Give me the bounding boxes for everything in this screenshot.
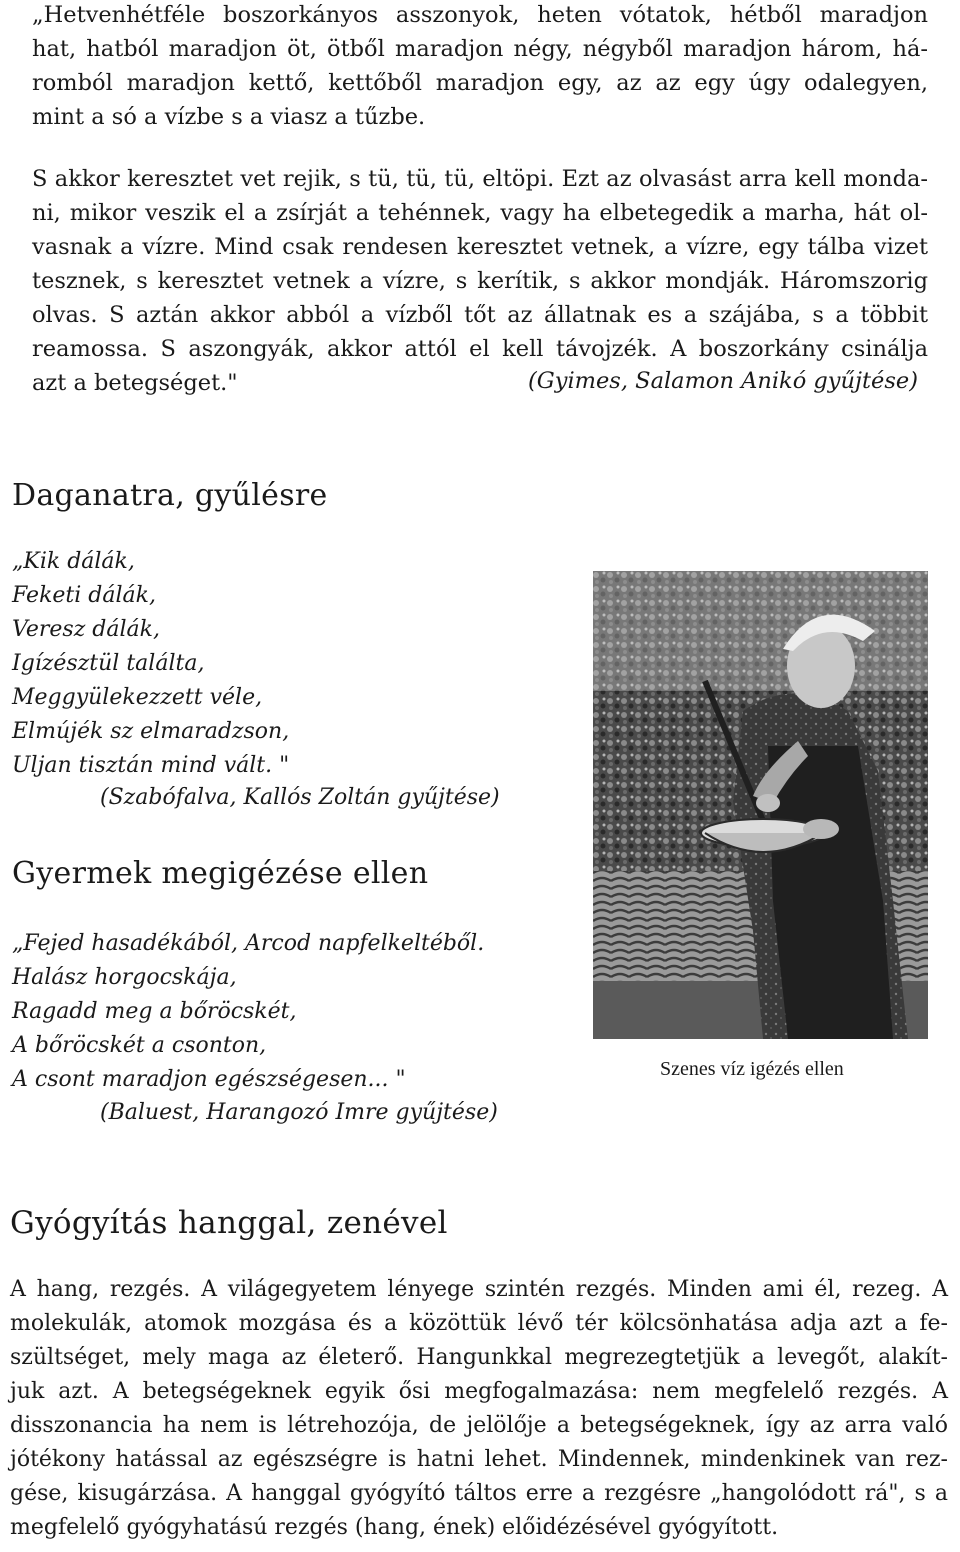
intro-line: olvas. S aztán akkor abból a vízből tőt az állatnak es a szájába, s a többit xyxy=(32,302,928,328)
verse-line: Meggyülekezzett véle, xyxy=(12,685,263,710)
verse-line: A bőröcskét a csonton, xyxy=(12,1033,267,1058)
section-title: Gyógyítás hanggal, zenével xyxy=(10,1205,448,1241)
verse-line: Uljan tisztán mind vált. " xyxy=(12,753,290,778)
intro-line: azt a betegséget." xyxy=(32,370,238,396)
verse-line: Ragadd meg a bőröcskét, xyxy=(12,999,297,1024)
intro-line: romból maradjon kettő, kettőből maradjon egy, az az egy úgy odalegyen, xyxy=(32,70,928,96)
intro-line: „Hetvenhétféle boszorkányos asszonyok, heten vótatok, hétből maradjon xyxy=(32,2,928,28)
verse-line: „Fejed hasadékából, Arcod napfelkeltéből. xyxy=(12,931,485,956)
body-line: A hang, rezgés. A világegyetem lényege szintén rezgés. Minden ami él, rezeg. A xyxy=(10,1277,948,1302)
intro-line: tesznek, s keresztet vetnek a vízre, s kerítik, s akkor mondják. Háromszorig xyxy=(32,268,928,294)
woman-with-bowl-photo xyxy=(593,571,928,1039)
body-line: megfelelő gyógyhatású rezgés (hang, ének) előidézésével gyógyított. xyxy=(10,1515,779,1540)
figure-caption: Szenes víz igézés ellen xyxy=(660,1058,844,1080)
body-line: disszonancia ha nem is létrehozója, de jelölője a betegségeknek, így az arra való xyxy=(10,1413,948,1438)
verse-line: „Kik dálák, xyxy=(12,549,135,574)
intro-line: vasnak a vízre. Mind csak rendesen keresztet vetnek, a vízre, egy tálba vizet xyxy=(32,234,928,260)
verse-line: Igízésztül találta, xyxy=(12,651,205,676)
intro-line: mint a só a vízbe s a viasz a tűzbe. xyxy=(32,104,426,130)
section-title: Daganatra, gyűlésre xyxy=(12,478,328,513)
verse-line: Feketi dálák, xyxy=(12,583,156,608)
body-line: juk azt. A betegségeknek egyik ősi megfogalmazása: nem megfelelő rezgés. A xyxy=(10,1379,948,1404)
section-title: Gyermek megigézése ellen xyxy=(12,856,429,891)
body-line: jótékony hatással az egészségre is hatni lehet. Mindennek, mindenkinek van rez- xyxy=(10,1447,948,1472)
body-line: molekulák, atomok mozgása és a közöttük lévő tér kölcsönhatása adja azt a fe- xyxy=(10,1311,948,1336)
verse-line: Halász horgocskája, xyxy=(12,965,237,990)
verse-line: Elmújék sz elmaradzson, xyxy=(12,719,290,744)
intro-credit: (Gyimes, Salamon Anikó gyűjtése) xyxy=(528,368,918,394)
section-credit: (Szabófalva, Kallós Zoltán gyűjtése) xyxy=(100,785,500,810)
intro-line: hat, hatból maradjon öt, ötből maradjon négy, négyből maradjon három, há- xyxy=(32,36,928,62)
verse-line: Veresz dálák, xyxy=(12,617,160,642)
section-credit: (Baluest, Harangozó Imre gyűjtése) xyxy=(100,1100,498,1125)
body-line: szültséget, mely maga az életerő. Hangunkkal megrezegtetjük a levegőt, alakít- xyxy=(10,1345,948,1370)
body-line: gése, kisugárzása. A hanggal gyógyító táltos erre a rezgésre „hangolódott rá", s a xyxy=(10,1481,948,1506)
verse-line: A csont maradjon egészségesen... " xyxy=(12,1067,406,1092)
intro-line: S akkor keresztet vet rejik, s tü, tü, tü, eltöpi. Ezt az olvasást arra kell monda- xyxy=(32,166,928,192)
intro-line: ni, mikor veszik el a zsírját a tehénnek, vagy ha elbetegedik a marha, hát ol- xyxy=(32,200,928,226)
intro-line: reamossa. S aszongyák, akkor attól el kell távojzék. A boszorkány csinálja xyxy=(32,336,928,362)
